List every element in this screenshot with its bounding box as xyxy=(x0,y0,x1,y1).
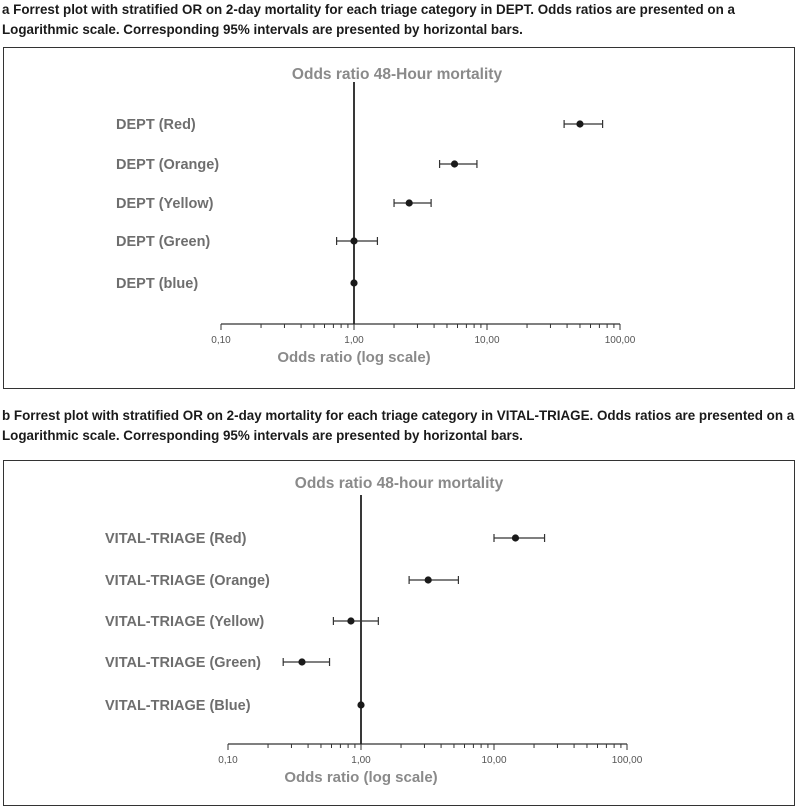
odds-ratio-point xyxy=(406,199,413,206)
chart-title: Odds ratio 48-Hour mortality xyxy=(291,66,503,83)
category-label: DEPT (Orange) xyxy=(116,157,220,173)
odds-ratio-point xyxy=(357,701,364,708)
x-tick-label: 0,10 xyxy=(218,755,238,766)
x-tick-label: 100,00 xyxy=(604,335,636,346)
x-axis-label: Odds ratio (log scale) xyxy=(284,769,438,786)
odds-ratio-point xyxy=(347,617,354,624)
chart-title: Odds ratio 48-hour mortality xyxy=(294,475,504,492)
category-label: DEPT (Yellow) xyxy=(116,196,214,212)
category-label: VITAL-TRIAGE (Yellow) xyxy=(105,614,265,630)
forest-plot-b xyxy=(4,461,794,805)
x-tick-label: 1,00 xyxy=(344,335,364,346)
figure-caption-b: b Forrest plot with stratified OR on 2-day mortality for each triage category in VITAL-TRIAGE. Odds ratios are presented on a Logarithmic scale. Corresponding 95% intervals are presented by horizontal bars. xyxy=(2,408,795,443)
category-label: VITAL-TRIAGE (Green) xyxy=(105,655,262,671)
x-tick-label: 1,00 xyxy=(351,755,371,766)
odds-ratio-point xyxy=(350,237,357,244)
odds-ratio-point xyxy=(298,658,305,665)
x-axis-label: Odds ratio (log scale) xyxy=(277,349,431,366)
category-label: DEPT (Red) xyxy=(116,117,196,133)
odds-ratio-point xyxy=(576,120,583,127)
forest-plot-panel-b xyxy=(3,460,795,806)
x-tick-label: 10,00 xyxy=(474,335,500,346)
forest-plot-panel-a xyxy=(3,47,795,389)
x-tick-label: 100,00 xyxy=(611,755,643,766)
odds-ratio-point xyxy=(425,576,432,583)
category-label: VITAL-TRIAGE (Blue) xyxy=(105,698,251,714)
category-label: DEPT (Green) xyxy=(116,234,211,250)
odds-ratio-point xyxy=(451,160,458,167)
category-label: VITAL-TRIAGE (Red) xyxy=(105,531,247,547)
category-label: VITAL-TRIAGE (Orange) xyxy=(105,573,270,589)
x-tick-label: 0,10 xyxy=(211,335,231,346)
forest-plot-a xyxy=(4,48,794,388)
category-label: DEPT (blue) xyxy=(116,276,199,292)
figure-caption-a: a Forrest plot with stratified OR on 2-day mortality for each triage category in DEPT. Odds ratios are presented on a Logarithmic scale. Corresponding 95% intervals are presented by horizontal bars. xyxy=(2,2,735,37)
odds-ratio-point xyxy=(512,534,519,541)
x-tick-label: 10,00 xyxy=(481,755,507,766)
odds-ratio-point xyxy=(350,279,357,286)
